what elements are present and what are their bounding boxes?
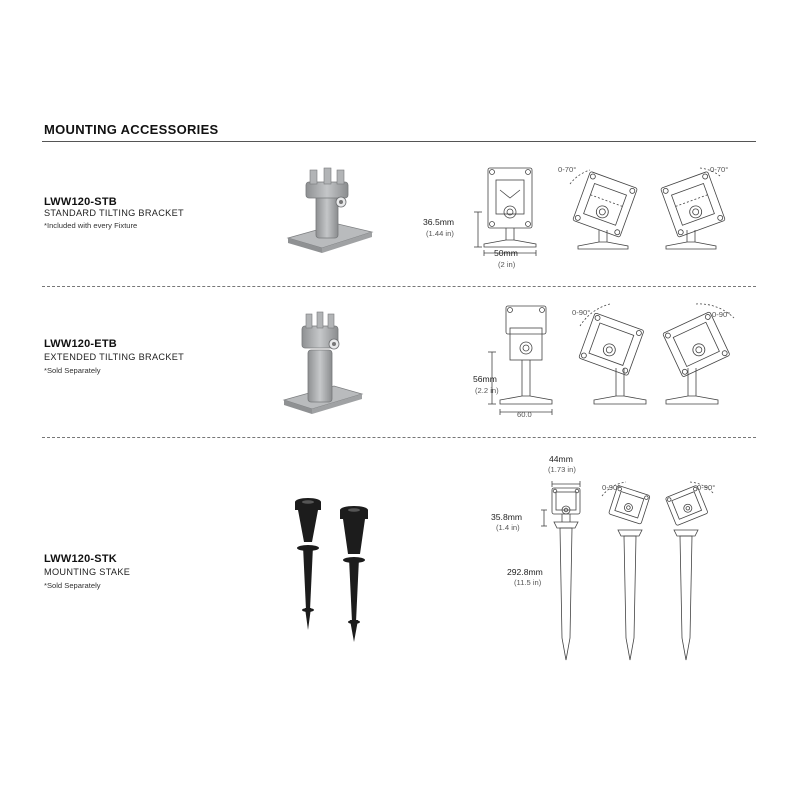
etb-tilt-right: 0-90° xyxy=(712,310,731,319)
product-note-etb: *Sold Separately xyxy=(44,366,101,375)
stk-width-mm: 44mm xyxy=(549,454,573,464)
product-note-stb: *Included with every Fixture xyxy=(44,221,138,230)
stb-height-in: (1.44 in) xyxy=(426,229,454,238)
stb-height-mm: 36.5mm xyxy=(423,217,455,227)
stk-width-in: (1.73 in) xyxy=(548,465,576,474)
stk-length-mm: 292.8mm xyxy=(507,567,543,577)
etb-tilt-left: 0-90° xyxy=(572,308,591,317)
etb-height-mm: 56mm xyxy=(473,374,497,384)
stb-drawings xyxy=(420,150,760,280)
product-code-stb: LWW120-STB xyxy=(44,196,117,208)
product-name-stb: STANDARD TILTING BRACKET xyxy=(44,208,184,218)
stk-tilt-right: 0-90° xyxy=(697,483,716,492)
stb-width-mm: 50mm xyxy=(494,248,518,258)
extended-bracket-photo xyxy=(276,308,376,420)
product-note-stk: *Sold Separately xyxy=(44,581,101,590)
title-rule xyxy=(42,141,756,142)
stk-head-in: (1.4 in) xyxy=(496,523,520,532)
stk-tilt-left: 0-90° xyxy=(602,483,621,492)
section-title: MOUNTING ACCESSORIES xyxy=(44,122,219,137)
standard-bracket-photo xyxy=(280,160,380,260)
stk-drawings xyxy=(540,470,740,670)
stb-tilt-right: 0-70° xyxy=(710,165,729,174)
etb-width-mm: 60.0 xyxy=(517,410,532,419)
stb-width-in: (2 in) xyxy=(498,260,516,269)
product-code-etb: LWW120-ETB xyxy=(44,338,117,350)
stk-head-mm: 35.8mm xyxy=(491,512,523,522)
product-code-stk: LWW120-STK xyxy=(44,553,117,565)
stake-photo xyxy=(284,490,384,650)
row-divider-2 xyxy=(42,437,756,438)
etb-height-in: (2.2 in) xyxy=(475,386,499,395)
product-name-stk: MOUNTING STAKE xyxy=(44,567,131,577)
stb-tilt-left: 0-70° xyxy=(558,165,577,174)
row-divider-1 xyxy=(42,286,756,287)
product-name-etb: EXTENDED TILTING BRACKET xyxy=(44,352,185,362)
stk-length-in: (11.5 in) xyxy=(514,578,542,587)
